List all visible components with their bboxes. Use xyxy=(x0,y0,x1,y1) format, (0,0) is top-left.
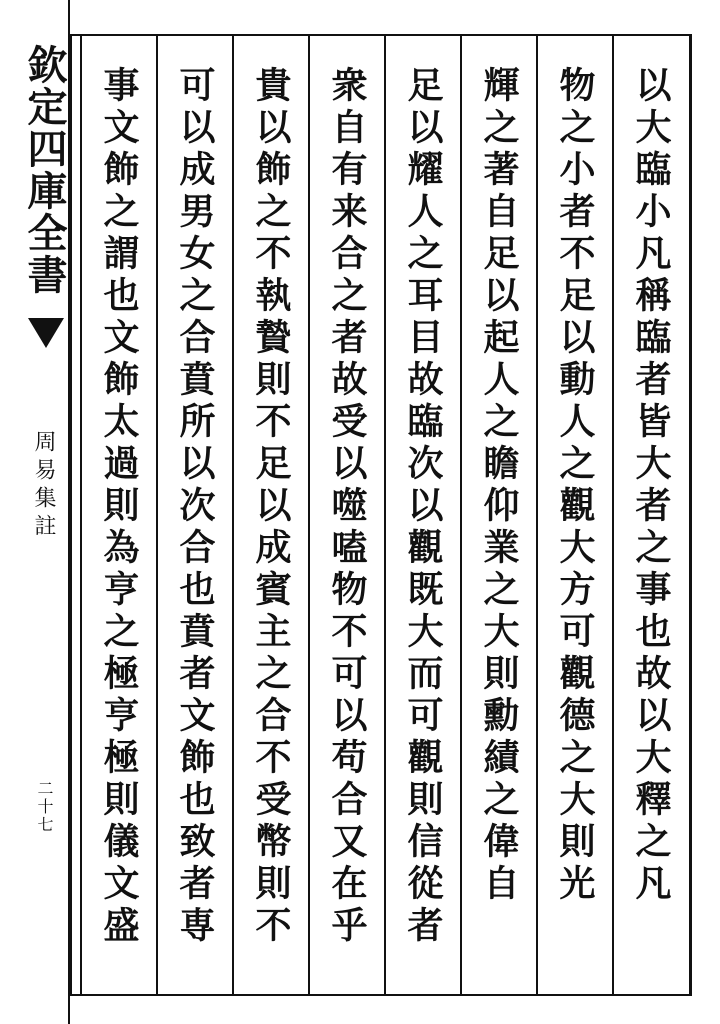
fish-tail-mark xyxy=(28,318,64,348)
text-column-2 xyxy=(536,34,610,996)
column-text: 衆自有来合之者故受以噬嗑物不可以苟合又在乎 xyxy=(326,66,368,948)
margin-strip xyxy=(0,0,70,1024)
text-column-3 xyxy=(460,34,534,996)
column-text: 事文飾之謂也文飾太過則為亨之極亨極則儀文盛 xyxy=(98,66,140,948)
column-text: 輝之著自足以起人之瞻仰業之大則勳績之偉自 xyxy=(478,66,520,906)
text-column-8 xyxy=(80,34,154,996)
column-text: 足以耀人之耳目故臨次以觀既大而可觀則信從者 xyxy=(402,66,444,948)
book-title: 周易集註 xyxy=(31,430,56,542)
column-text: 以大臨小凡稱臨者皆大者之事也故以大釋之凡 xyxy=(630,66,672,906)
page-number: 二十七 xyxy=(35,780,54,834)
text-column-1 xyxy=(612,34,686,996)
text-column-6 xyxy=(232,34,306,996)
text-column-4 xyxy=(384,34,458,996)
column-text: 貴以飾之不執贄則不足以成賓主之合不受幣則不 xyxy=(250,66,292,948)
collection-title: 欽定四庫全書 xyxy=(21,44,68,296)
column-text: 可以成男女之合賁所以次合也賁者文飾也致者専 xyxy=(174,66,216,948)
text-column-7 xyxy=(156,34,230,996)
column-text: 物之小者不足以動人之觀大方可觀德之大則光 xyxy=(554,66,596,906)
text-column-5 xyxy=(308,34,382,996)
